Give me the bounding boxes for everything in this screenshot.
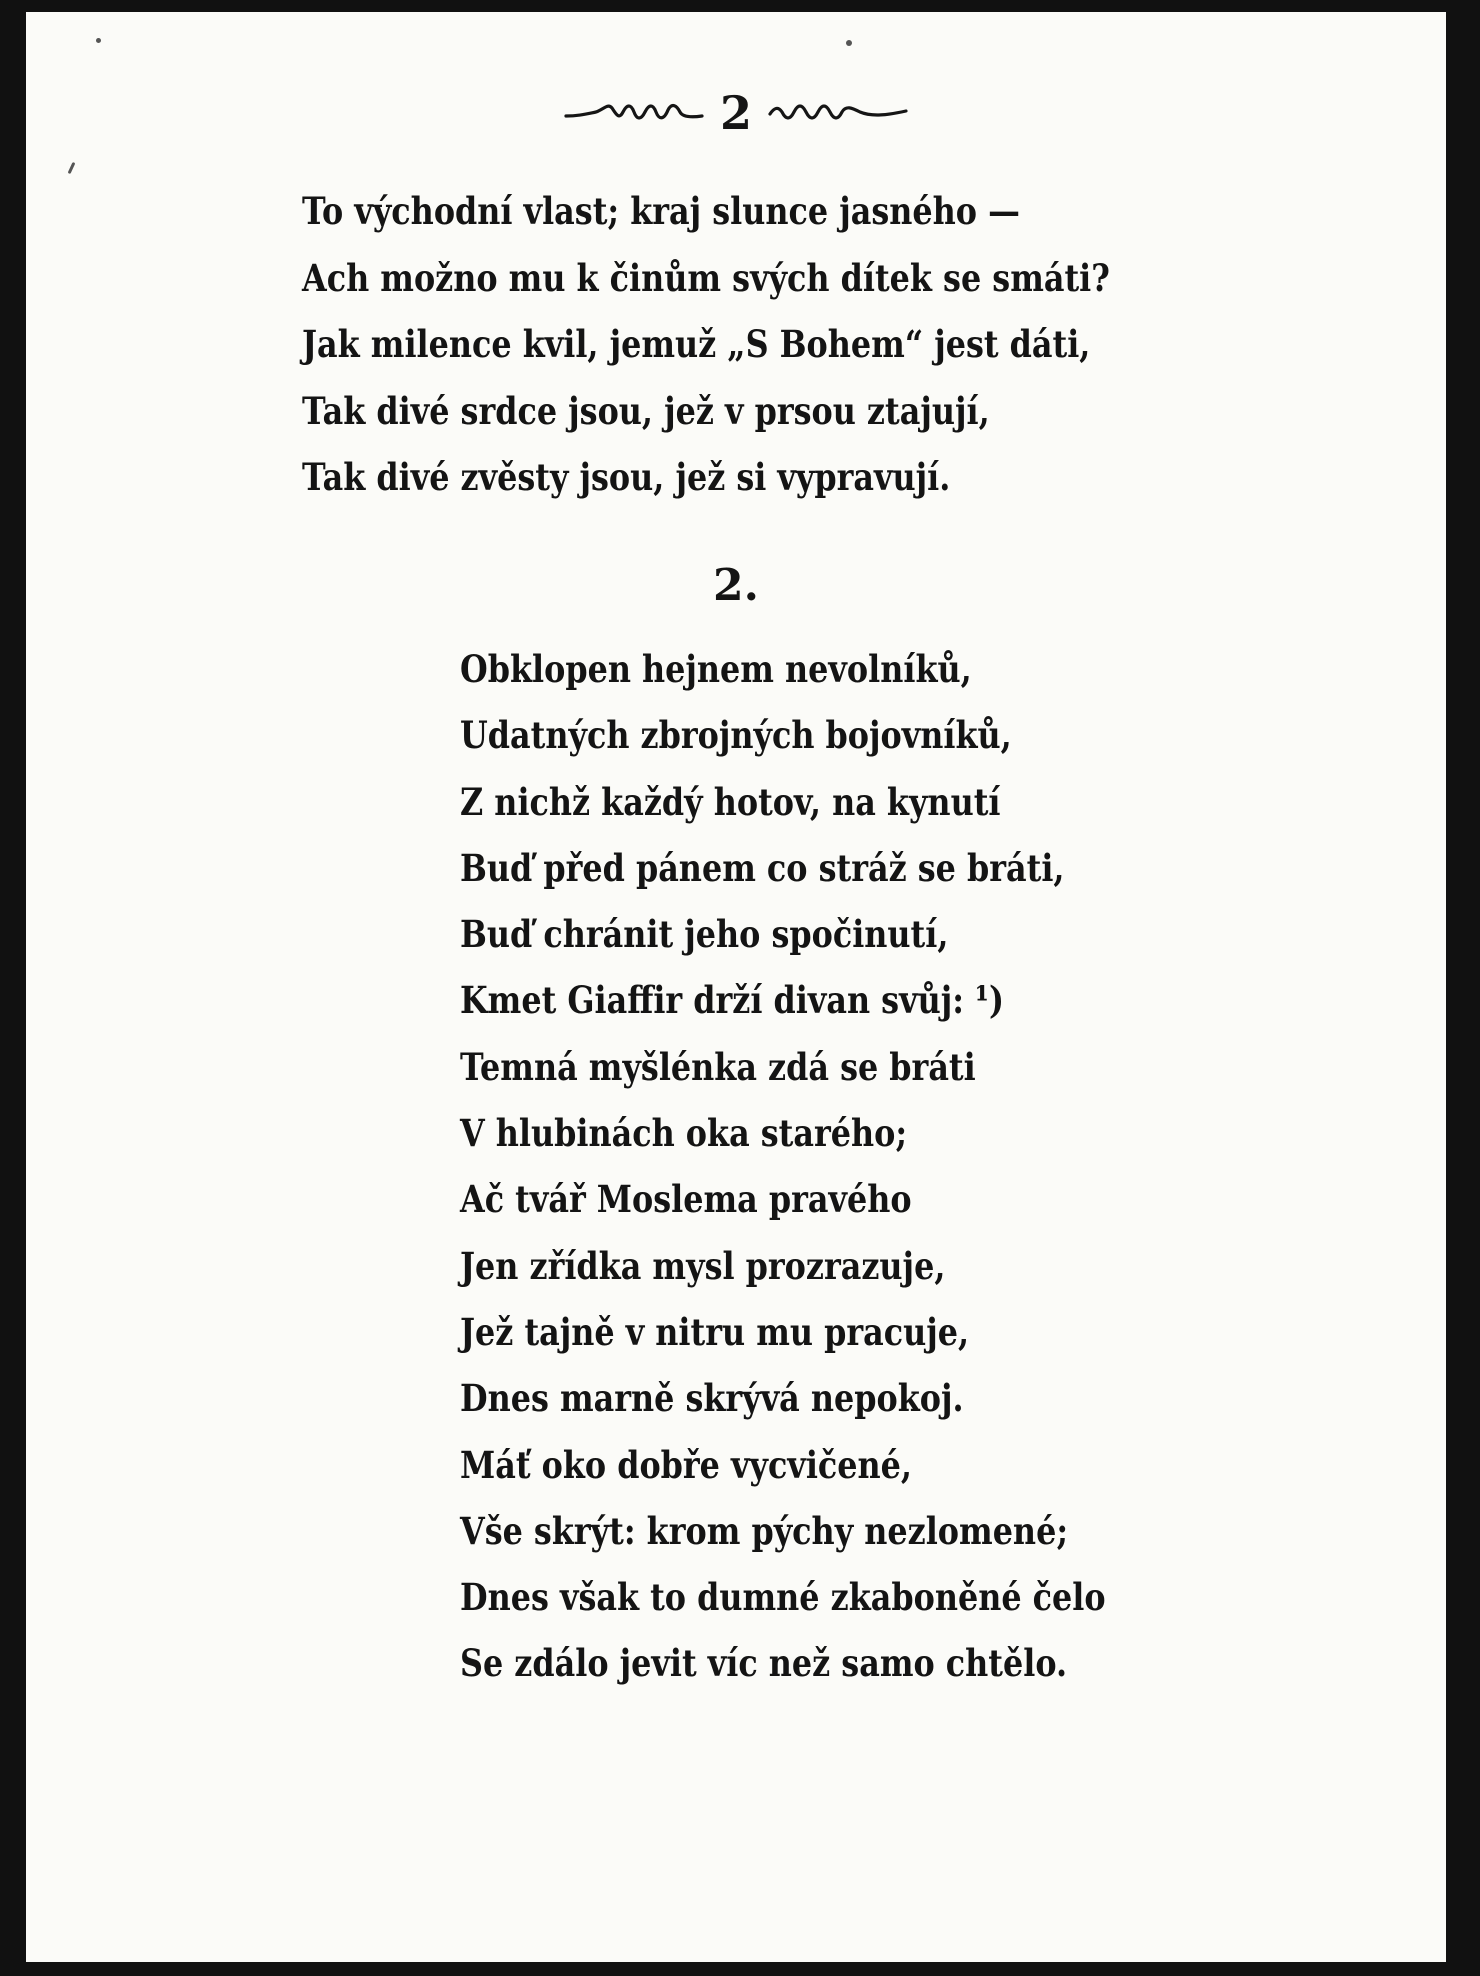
verse-line: Obklopen hejnem nevolníků, <box>460 647 972 691</box>
stanza-section-2 <box>460 636 1106 1697</box>
verse-line: Udatných zbrojných bojovníků, <box>460 713 1012 758</box>
verse-line: Tak divé zvěsty jsou, jež si vypravují. <box>302 455 951 499</box>
verse-line: Temná myšlénka zdá se bráti <box>460 1044 976 1089</box>
verse-line: Jak milence kvil, jemuž „S Bohem“ jest dáti, <box>302 322 1091 366</box>
verse-line: Jež tajně v nitru mu pracuje, <box>460 1309 970 1354</box>
verse-line: Vše skrýt: krom pýchy nezlomené; <box>460 1508 1069 1553</box>
verse-line: Dnes marně skrývá nepokoj. <box>460 1376 964 1421</box>
page-number: 2 <box>719 86 752 140</box>
verse-line: Buď před pánem co stráž se bráti, <box>460 845 1065 890</box>
stanza-continued <box>302 178 1110 511</box>
verse-line: Buď chránit jeho spočinutí, <box>460 912 949 957</box>
verse-line: Máť oko dobře vycvičené, <box>460 1442 913 1487</box>
section-number: 2. <box>713 560 759 611</box>
verse-line: Kmet Giaffir drží divan svůj: ¹) <box>460 978 1005 1023</box>
page-header <box>26 86 1446 140</box>
verse-line: Z nichž každý hotov, na kynutí <box>460 779 1001 824</box>
verse-line: Jen zřídka mysl prozrazuje, <box>460 1243 946 1288</box>
verse-line: Ač tvář Moslema pravého <box>460 1177 912 1222</box>
verse-line: Se zdálo jevit víc než samo chtělo. <box>460 1641 1068 1686</box>
verse-line: V hlubinách oka starého; <box>460 1111 908 1156</box>
verse-line: To východní vlast; kraj slunce jasného — <box>302 189 1020 233</box>
book-page <box>26 12 1446 1962</box>
paper-speck <box>96 38 101 43</box>
paper-speck <box>846 40 852 46</box>
paper-speck <box>68 162 76 174</box>
wave-ornament-left <box>564 100 704 126</box>
verse-line: Ach možno mu k činům svých dítek se smáti? <box>302 255 1110 300</box>
verse-line: Dnes však to dumné zkaboněné čelo <box>460 1575 1106 1620</box>
wave-ornament-right <box>768 100 908 126</box>
verse-line: Tak divé srdce jsou, jež v prsou ztajují, <box>302 388 990 433</box>
